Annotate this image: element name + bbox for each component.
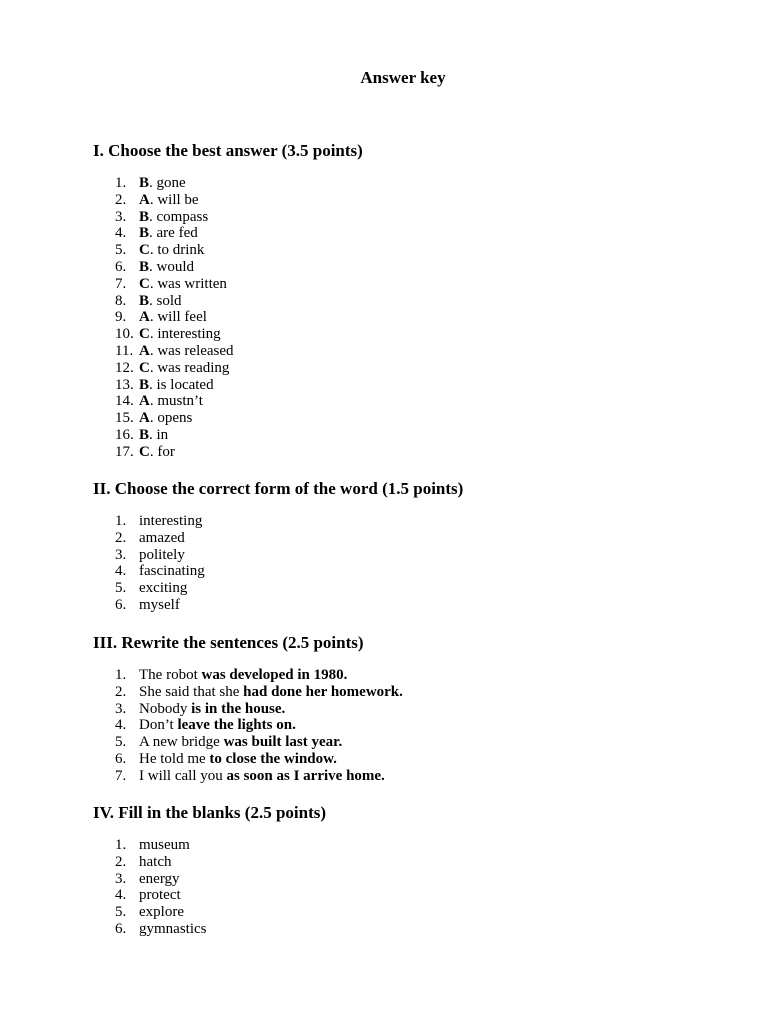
answer-text: hatch bbox=[139, 853, 172, 870]
item-number: 5. bbox=[115, 734, 127, 751]
answer-letter: B bbox=[139, 225, 150, 242]
answer-item bbox=[93, 701, 403, 718]
item-number: 2. bbox=[115, 683, 127, 700]
section-heading: I. Choose the best answer (3.5 points) bbox=[93, 141, 363, 160]
answer-item bbox=[93, 921, 326, 938]
answer-text: . was reading bbox=[149, 359, 230, 376]
answer-letter: C bbox=[139, 326, 150, 343]
item-number: 1. bbox=[115, 513, 127, 529]
answer-letter: C bbox=[139, 242, 150, 259]
answer-letter: B bbox=[139, 292, 150, 309]
item-number: 2. bbox=[115, 529, 127, 546]
answer-text: . gone bbox=[149, 175, 186, 191]
answer-text: explore bbox=[139, 904, 184, 921]
section-heading: IV. Fill in the blanks (2.5 points) bbox=[93, 803, 327, 822]
answer-item bbox=[93, 887, 326, 904]
item-number: 2. bbox=[115, 853, 127, 870]
item-number: 15. bbox=[115, 410, 134, 427]
answer-text: . are fed bbox=[149, 225, 198, 242]
answer-text: gymnastics bbox=[139, 920, 207, 937]
answer-item bbox=[93, 393, 363, 410]
item-number: 3. bbox=[115, 700, 127, 717]
item-number: 4. bbox=[115, 717, 127, 734]
answer-letter: A bbox=[139, 309, 150, 326]
answer-list bbox=[93, 667, 403, 785]
answer-text: Don’t bbox=[139, 717, 178, 734]
item-number: 11. bbox=[115, 342, 134, 359]
answer-item bbox=[93, 904, 326, 921]
item-number: 6. bbox=[115, 750, 127, 767]
answer-item bbox=[93, 326, 363, 343]
answer-list bbox=[93, 837, 326, 938]
answer-letter: C bbox=[139, 359, 150, 376]
answer-text: . in bbox=[149, 426, 169, 443]
answer-bold-text: to close the window. bbox=[209, 750, 337, 767]
answer-item bbox=[93, 360, 363, 377]
section-rewrite-sentences bbox=[93, 633, 403, 785]
item-number: 3. bbox=[115, 870, 127, 887]
item-number: 13. bbox=[115, 376, 134, 393]
item-number: 1. bbox=[115, 837, 127, 853]
answer-letter: C bbox=[139, 443, 150, 460]
answer-item bbox=[93, 377, 363, 394]
item-number: 7. bbox=[115, 767, 127, 784]
answer-text: exciting bbox=[139, 580, 188, 597]
answer-text: protect bbox=[139, 887, 181, 904]
item-number: 3. bbox=[115, 208, 127, 225]
item-number: 17. bbox=[115, 443, 134, 460]
page-title: Answer key bbox=[360, 68, 446, 87]
item-number: 4. bbox=[115, 887, 127, 904]
item-number: 10. bbox=[115, 326, 134, 343]
answer-letter: B bbox=[139, 376, 150, 393]
answer-item bbox=[93, 530, 463, 547]
answer-letter: B bbox=[139, 175, 150, 191]
answer-text: I will call you bbox=[139, 767, 227, 784]
answer-text: fascinating bbox=[139, 563, 205, 580]
answer-item bbox=[93, 242, 363, 259]
answer-item bbox=[93, 597, 463, 614]
answer-text: . for bbox=[149, 443, 175, 460]
answer-item bbox=[93, 276, 363, 293]
item-number: 1. bbox=[115, 667, 127, 683]
answer-item bbox=[93, 717, 403, 734]
answer-text: interesting bbox=[139, 513, 203, 529]
item-number: 1. bbox=[115, 175, 127, 191]
item-number: 6. bbox=[115, 596, 127, 613]
answer-item bbox=[93, 837, 326, 854]
answer-item bbox=[93, 225, 363, 242]
answer-item bbox=[93, 854, 326, 871]
answer-letter: B bbox=[139, 208, 150, 225]
item-number: 16. bbox=[115, 426, 134, 443]
answer-letter: A bbox=[139, 191, 150, 208]
answer-text: . would bbox=[149, 258, 195, 275]
answer-text: A new bridge bbox=[139, 734, 224, 751]
answer-item bbox=[93, 293, 363, 310]
answer-item bbox=[93, 547, 463, 564]
answer-text: . to drink bbox=[149, 242, 205, 259]
answer-bold-text: was built last year. bbox=[223, 734, 343, 751]
answer-text: He told me bbox=[139, 750, 210, 767]
answer-item bbox=[93, 410, 363, 427]
answer-letter: C bbox=[139, 275, 150, 292]
answer-text: She said that she bbox=[139, 683, 244, 700]
answer-item bbox=[93, 259, 363, 276]
answer-text: The robot bbox=[139, 667, 202, 683]
answer-letter: A bbox=[139, 410, 150, 427]
answer-item bbox=[93, 192, 363, 209]
item-number: 6. bbox=[115, 258, 127, 275]
answer-letter: A bbox=[139, 342, 150, 359]
answer-item bbox=[93, 734, 403, 751]
item-number: 7. bbox=[115, 275, 127, 292]
answer-text: . opens bbox=[149, 410, 193, 427]
item-number: 5. bbox=[115, 580, 127, 597]
answer-item bbox=[93, 563, 463, 580]
answer-text: energy bbox=[139, 870, 180, 887]
answer-letter: B bbox=[139, 258, 150, 275]
answer-text: politely bbox=[139, 546, 185, 563]
answer-text: myself bbox=[139, 596, 180, 613]
answer-list bbox=[93, 513, 463, 614]
answer-text: . was written bbox=[149, 275, 227, 292]
answer-text: . compass bbox=[149, 208, 209, 225]
answer-item bbox=[93, 513, 463, 530]
answer-text: . was released bbox=[149, 342, 234, 359]
answer-text: . sold bbox=[149, 292, 182, 309]
answer-item bbox=[93, 871, 326, 888]
answer-bold-text: is in the house. bbox=[191, 700, 286, 717]
answer-item bbox=[93, 667, 403, 684]
section-choose-best-answer bbox=[93, 141, 363, 461]
section-heading: II. Choose the correct form of the word (1.5 points) bbox=[93, 479, 464, 498]
item-number: 4. bbox=[115, 563, 127, 580]
item-number: 4. bbox=[115, 225, 127, 242]
item-number: 5. bbox=[115, 242, 127, 259]
answer-text: . interesting bbox=[149, 326, 221, 343]
answer-text: . is located bbox=[149, 376, 214, 393]
item-number: 9. bbox=[115, 309, 127, 326]
item-number: 12. bbox=[115, 359, 134, 376]
answer-item bbox=[93, 175, 363, 192]
answer-bold-text: leave the lights on. bbox=[177, 717, 296, 734]
item-number: 3. bbox=[115, 546, 127, 563]
item-number: 2. bbox=[115, 191, 127, 208]
answer-item bbox=[93, 768, 403, 785]
answer-item bbox=[93, 209, 363, 226]
section-fill-blanks bbox=[93, 803, 326, 938]
answer-letter: A bbox=[139, 393, 150, 410]
item-number: 8. bbox=[115, 292, 127, 309]
answer-text: museum bbox=[139, 837, 190, 853]
item-number: 5. bbox=[115, 904, 127, 921]
answer-item bbox=[93, 343, 363, 360]
answer-letter: B bbox=[139, 426, 150, 443]
answer-item bbox=[93, 751, 403, 768]
answer-item bbox=[93, 427, 363, 444]
answer-item bbox=[93, 309, 363, 326]
answer-list bbox=[93, 175, 363, 461]
answer-text: amazed bbox=[139, 529, 185, 546]
answer-text: . mustn’t bbox=[149, 393, 203, 410]
item-number: 6. bbox=[115, 920, 127, 937]
answer-bold-text: as soon as I arrive home. bbox=[226, 767, 385, 784]
answer-item bbox=[93, 444, 363, 461]
item-number: 14. bbox=[115, 393, 134, 410]
answer-item bbox=[93, 580, 463, 597]
answer-text: . will be bbox=[149, 191, 199, 208]
section-word-form bbox=[93, 479, 463, 614]
answer-bold-text: had done her homework. bbox=[243, 683, 403, 700]
answer-item bbox=[93, 684, 403, 701]
section-heading: III. Rewrite the sentences (2.5 points) bbox=[93, 633, 364, 652]
answer-text: . will feel bbox=[149, 309, 207, 326]
answer-bold-text: was developed in 1980. bbox=[201, 667, 348, 683]
answer-text: Nobody bbox=[139, 700, 192, 717]
